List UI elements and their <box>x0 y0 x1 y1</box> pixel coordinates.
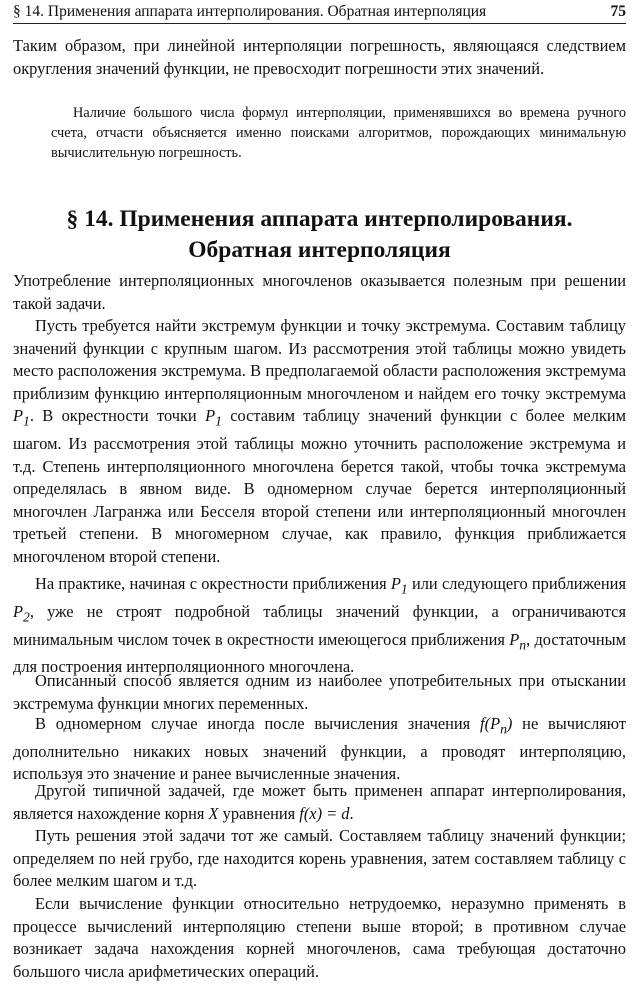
math-p1: $P_1$ <box>13 406 30 429</box>
paragraph-4: Описанный способ является одним из наиболее употребительных при отыскании экстремума функции многих переменных. <box>13 671 626 713</box>
section-title-line-2: Обратная интерполяция <box>188 237 451 263</box>
paragraph-8: Если вычисление функции относительно нетрудоемко, неразумно применять в процессе вычислений интерполяцию степени выше второй; в противном случае возникает задача нахождения корней многочленов, сама требующая достаточно большого числа арифметических операций. <box>13 894 626 981</box>
paragraph-2 <box>13 315 626 568</box>
running-head <box>13 1 626 24</box>
paragraph-6 <box>13 780 626 825</box>
running-head-title: § 14. Применения аппарата интерполирования. Обратная интерполяция <box>13 3 487 20</box>
math-p2: $P_2$ <box>13 601 30 625</box>
paragraph-5-text-b: не вычисляют дополнительно никаких новых значений функции, а проводят интерполяцию, используя это значение и ранее вычисленные значения. <box>13 714 626 784</box>
paragraph-6-text-b: уравнения <box>218 803 300 823</box>
paragraph-3-text-c: , уже не строят подробной таблицы значений функции, а ограничиваются минимальным числом точек в окрестности имеющегося приближения <box>13 601 626 649</box>
math-p1-second: $P_1$ <box>205 406 222 429</box>
math-x: X <box>208 803 219 823</box>
paragraph-3 <box>13 573 626 679</box>
section-title-line-1: § 14. Применения аппарата интерполирования. <box>66 206 573 232</box>
note-paragraph: Наличие большого числа формул интерполяции, применявшихся во времена ручного счета, отчасти объясняется именно поисками алгоритмов, порождающих минимальную вычислительную погрешность. <box>51 105 626 161</box>
paragraph-5-text-a: В одномерном случае иногда после вычисления значения <box>35 714 481 733</box>
paragraph-3-text-d: , достаточным для построения интерполяционного многочлена. <box>13 629 626 677</box>
section-title <box>13 204 626 266</box>
math-equation: f(x) = d <box>299 803 350 823</box>
paragraph-1: Употребление интерполяционных многочленов оказывается полезным при решении такой задачи. <box>13 271 626 313</box>
paragraph-6-text-a: Другой типичной задачей, где может быть применен аппарат интерполирования, является нахождение корня <box>13 781 626 823</box>
paragraph-5 <box>13 713 626 786</box>
paragraph-3-text-a: На практике, начиная с окрестности приближения <box>35 574 391 593</box>
paragraph-6-text-c: . <box>349 803 354 823</box>
math-p1-third: $P_1$ <box>390 574 408 597</box>
page-number: 75 <box>610 3 626 20</box>
paragraph-3-text-b: или следующего приближения <box>407 574 626 593</box>
math-pn: $P_n$ <box>509 629 527 652</box>
paragraph-7: Путь решения этой задачи тот же самый. Составляем таблицу значений функции; определяем по ней грубо, где находится корень уравнения, затем составляем таблицу с более мелким шагом и т.д. <box>13 826 626 891</box>
paragraph-2-text-b: . В окрестности точки <box>29 406 206 426</box>
paragraph-2-text-c: составим таблицу значений функции с более мелким шагом. Из рассмотрения этой таблицы можно уточнить расположение экстремума и т.д. Степень интерполяционного многочлена берется такой, чтобы точка экстремума определялась в явном виде. В одномерном случае берется интерполяционный многочлен Лагранжа или Бесселя второй степени или интерполяционный многочлен третьей степени. В многомерном случае, как правило, функция приближается многочленом второй степени. <box>13 406 626 566</box>
math-f-pn: $f(P_n)$ <box>480 714 513 737</box>
paragraph-2-text-a: Пусть требуется найти экстремум функции и точку экстремума. Составим таблицу значений функции с крупным шагом. Из рассмотрения этой таблицы можно увидеть место расположения экстремума. В предполагаемой области расположения экстремума приблизим функцию интерполяционным многочленом и найдем его точку экстремума <box>13 316 626 403</box>
intro-paragraph: Таким образом, при линейной интерполяции погрешность, являющаяся следствием округления значений функции, не превосходит погрешности этих значений. <box>13 36 626 78</box>
